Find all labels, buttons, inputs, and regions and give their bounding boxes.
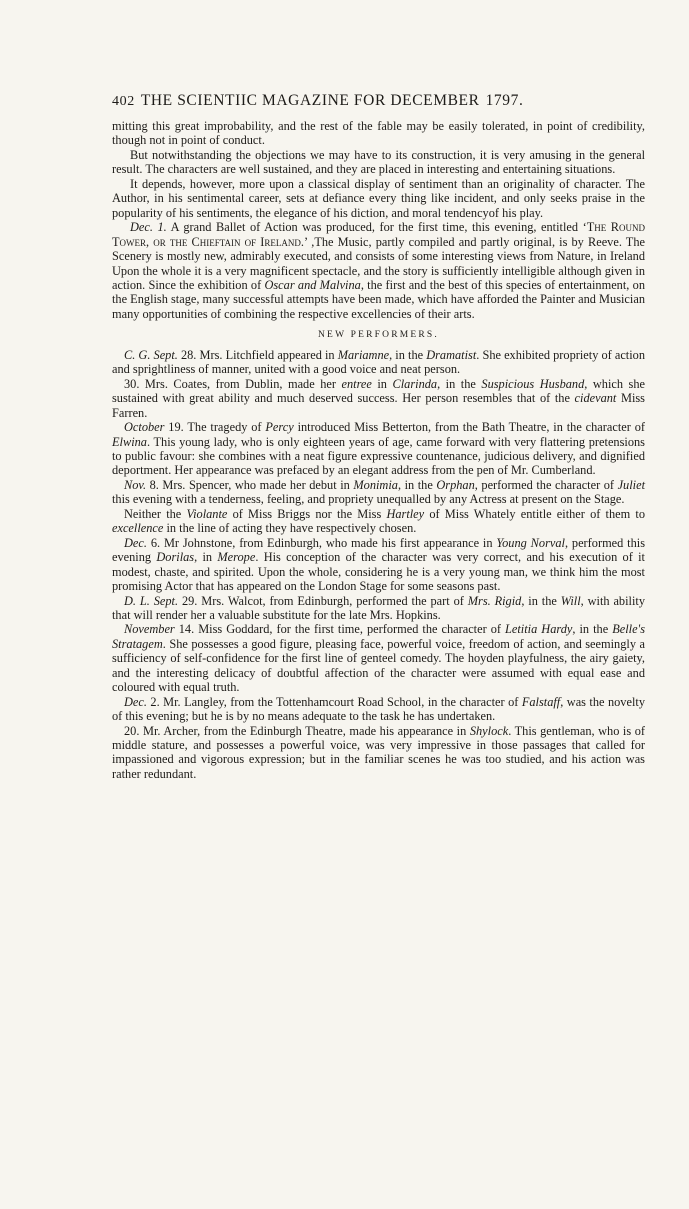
text-run: in <box>371 376 393 391</box>
text-run: A grand Ballet of Action was produced, for the first time, this evening, entitled ‘ <box>166 220 587 235</box>
text-run: . His conception of the character was very correct, and his execution of it modest, chaste, and spirited. Upon the whole, considering he is a very young man, we think him the most promising Actor that has appeared on the London Stage for some seasons past. <box>112 550 645 594</box>
text-run: 20. Mr. Archer, from the Edinburgh Theatre, made his appearance in <box>124 723 470 738</box>
title-ref: Suspicious Husband <box>481 376 585 391</box>
performer-entry <box>112 478 645 507</box>
title-ref: Monimia <box>353 477 398 492</box>
text-run: this evening with a tenderness, feeling, and propriety unequalled by any Actress at present on the Stage. <box>112 492 625 507</box>
text-run: , in the <box>397 477 437 492</box>
text-run: , was the novelty of this evening; but he is by no means adequate to the task he has undertaken. <box>112 694 645 724</box>
text-run: , performed the character of <box>474 477 618 492</box>
text-run: , which she sustained with great ability and much deserved success. Her person resembles that of the <box>112 376 645 406</box>
entry-date: Nov. <box>124 477 147 492</box>
title-ref: Percy <box>265 420 294 435</box>
title-ref: Letitia Hardy <box>505 622 573 637</box>
paragraph: mitting this great improbability, and the rest of the fable may be easily tolerated, in point of credibility, though not in point of conduct. <box>112 119 645 148</box>
section-heading: NEW PERFORMERS. <box>318 330 439 341</box>
title-ref: Dramatist <box>426 347 477 362</box>
title-ref: cidevant <box>574 391 617 406</box>
text-run: 29. Mrs. Walcot, from Edinburgh, performed the part of <box>178 593 468 608</box>
performer-entry <box>112 695 645 724</box>
running-head <box>112 92 645 110</box>
title-ref: Elwina <box>112 434 147 449</box>
title-ref: Hartley <box>386 506 425 521</box>
title-ref: Orphan <box>436 477 475 492</box>
performer-entry <box>112 536 645 594</box>
text-run: 2. Mr. Langley, from the Tottenhamcourt Road School, in the character of <box>146 694 522 709</box>
paragraph: But notwithstanding the objections we may have to its construction, it is very amusing in the general result. The characters are well sustained, and they are placed in interesting and entertaining situations. <box>112 147 645 177</box>
performer-entry <box>112 622 645 694</box>
title-ref: Dorilas <box>156 550 195 565</box>
text-run: , in <box>194 550 218 565</box>
text-run: 30. Mrs. Coates, from Dublin, made her <box>124 376 342 391</box>
text-run: , performed this evening <box>112 535 646 565</box>
text-run: , in the <box>521 593 561 608</box>
text-run: 6. Mr Johnstone, from Edinburgh, who made his first appearance in <box>146 535 497 550</box>
text-run: . She possesses a good figure, pleasing face, powerful voice, freedom of action, and seemingly a sufficiency of self-confidence for the first line of genteel comedy. The hoyden playfulness, the airy gaiety, and the interesting delicacy of doubtful affection of the character were assumed with equal ease and coloured with equal truth. <box>112 636 645 695</box>
performer-entries <box>112 348 645 782</box>
title-ref: Merope <box>217 550 256 565</box>
title-ref: Falstaff <box>521 694 561 709</box>
performer-entry <box>112 420 645 478</box>
text-run: of Miss Whately entitle either of them to <box>424 506 646 521</box>
entry-date: Dec. <box>124 535 147 550</box>
document-page <box>112 92 645 781</box>
text-run: , the first and the best of this species of entertainment, on the English stage, many successful attempts have been made, which have afforded the Painter and Musician many opportunities of combining the respective excellencies of their arts. <box>112 277 645 321</box>
text-run: 28. Mrs. Litchfield appeared in <box>177 347 338 362</box>
title-ref: excellence <box>112 521 164 536</box>
performer-entry <box>112 348 645 377</box>
performer-entry <box>112 724 645 782</box>
text-run: in the line of acting they have respectively chosen. <box>163 521 417 536</box>
entry-date: C. G. Sept. <box>124 347 178 362</box>
text-run: . This young lady, who is only eighteen years of age, came forward with very flattering pretensions to public favour: she combines with a neat figure expressive countenance, judicious delivery, and dignified deportment. Her appearance was prefaced by an elegant address from the pen of Mr. Cumberland. <box>112 434 645 478</box>
text-run: Miss Farren. <box>112 391 645 420</box>
entry-date: Dec. <box>124 694 147 709</box>
ballet-title: The Round Tower, or the Chieftain of Ireland <box>112 220 645 249</box>
text-run: , in the <box>437 376 482 391</box>
page-number: 402 <box>112 94 135 109</box>
magazine-title: THE SCIENTIIC MAGAZINE FOR DECEMBER <box>140 92 480 109</box>
paragraph: It depends, however, more upon a classical display of sentiment than an originality of character. The Author, in his sentimental career, sets at defiance every thing like incident, and only seeks praise in the popularity of his sentiments, the elegance of his diction, and moral tendencyof his play. <box>112 176 645 220</box>
entry-date: October <box>124 420 165 435</box>
text-run: , in the <box>389 347 427 362</box>
entry-date: Dec. 1. <box>130 220 167 235</box>
text-run: . This gentleman, who is of middle stature, and possesses a powerful voice, was very impressive in those passages that called for impassioned and vigorous expression; but in the familiar scenes he was too studied, and his action was rather redundant. <box>112 723 645 781</box>
title-ref: entree <box>341 376 372 391</box>
entry-date: November <box>124 622 175 637</box>
text-run: 8. Mrs. Spencer, who made her debut in <box>146 477 354 492</box>
title-ref: Clarinda <box>392 376 438 391</box>
text-run: of Miss Briggs nor the Miss <box>227 506 387 521</box>
text-run: , in the <box>572 622 613 637</box>
title-ref: Belle's Stratagem <box>112 622 646 651</box>
title-ref: Young Norval <box>496 535 565 550</box>
title-ref: Mrs. Rigid <box>467 593 522 608</box>
text-run: 19. The tragedy of <box>164 420 266 435</box>
text-run: Neither the <box>124 506 187 521</box>
entry-date: D. L. Sept. <box>124 593 179 608</box>
header-year: 1797. <box>485 92 524 109</box>
text-run: . She exhibited propriety of action and sprightliness of manner, united with a good voice and neat person. <box>112 347 646 377</box>
paragraph-dec-1 <box>112 220 645 321</box>
title-ref: Oscar and Malvina <box>264 277 361 292</box>
performer-entry <box>112 594 645 623</box>
performer-entry <box>112 507 645 536</box>
title-ref: Shylock <box>469 723 509 738</box>
title-ref: Violante <box>186 506 228 521</box>
title-ref: Mariamne <box>337 347 390 362</box>
text-run: , with ability that will render her a valuable substitute for the late Mrs. Hopkins. <box>112 593 645 622</box>
text-run: .’ ,The Music, partly compiled and partly original, is by Reeve. The Scenery is mostly new, admirably executed, and consists of some interesting views from Nature, in Ireland Upon the whole it is a very magnificent spectacle, and the story is sufficiently intelligible although given in action. Since the exhibition of <box>112 234 645 292</box>
text-run: 14. Miss Goddard, for the first time, performed the character of <box>174 622 506 637</box>
title-ref: Juliet <box>617 477 645 492</box>
performer-entry <box>112 377 645 420</box>
title-ref: Will <box>560 593 581 608</box>
article-body <box>112 119 645 781</box>
text-run: introduced Miss Betterton, from the Bath Theatre, in the character of <box>293 420 645 435</box>
